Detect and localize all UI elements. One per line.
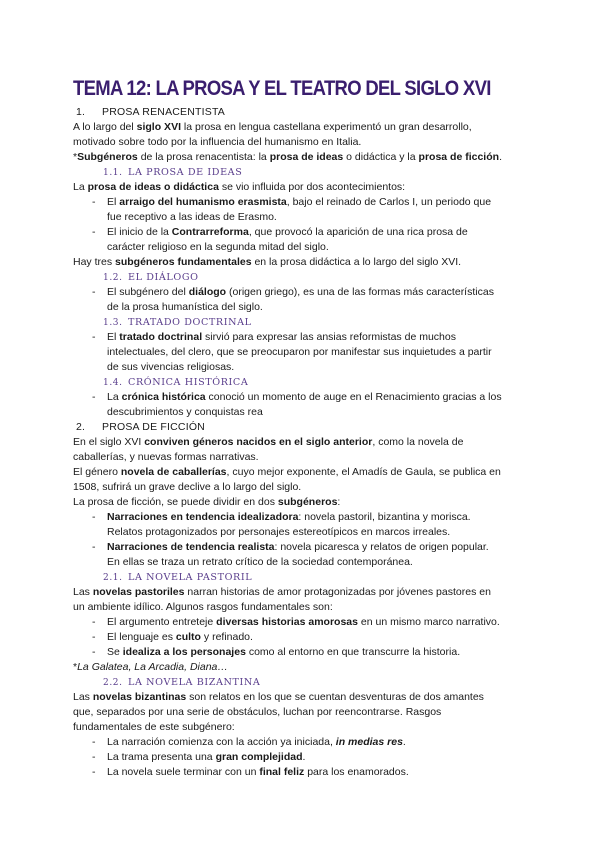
paragraph-line: Las novelas bizantinas son relatos en los que se cuentan desventuras de dos amantes [73,691,484,703]
list-item: La trama presenta una gran complejidad. [107,751,306,763]
list-bullet: - [92,766,96,778]
list-item: La crónica histórica conoció un momento de auge en el Renacimiento gracias a los [107,391,502,403]
list-bullet: - [92,736,96,748]
paragraph-line: Hay tres subgéneros fundamentales en la prosa didáctica a lo largo del siglo XVI. [73,256,462,268]
list-bullet: - [92,226,96,238]
subsection-heading-1-3: 1.3. TRATADO DOCTRINAL [103,317,252,328]
paragraph-line: A lo largo del siglo XVI la prosa en lengua castellana experimentó un gran desarrollo, [73,121,472,133]
list-item-continuation: fue receptivo a las ideas de Erasmo. [107,211,277,223]
list-item-continuation: de sus vivencias religiosas. [107,361,235,373]
paragraph-line: motivado sobre todo por la influencia del humanismo en Italia. [73,136,362,148]
list-item: El lenguaje es culto y refinado. [107,631,253,643]
subsection-heading-1-4: 1.4. CRÓNICA HISTÓRICA [103,377,249,388]
section-heading-2: 2. PROSA DE FICCIÓN [76,421,205,433]
list-bullet: - [92,331,96,343]
list-bullet: - [92,646,96,658]
paragraph-line: que, separados por una serie de obstáculos, luchan por reencontrarse. Rasgos [73,706,442,718]
list-item: El arraigo del humanismo erasmista, bajo el reinado de Carlos I, un periodo que [107,196,492,208]
page-title: TEMA 12: LA PROSA Y EL TEATRO DEL SIGLO XVI [73,76,491,100]
list-bullet: - [92,751,96,763]
list-bullet: - [92,616,96,628]
paragraph-line: Las novelas pastoriles narran historias de amor protagonizadas por jóvenes pastores en [73,586,491,598]
list-item-continuation: En ellas se traza un retrato crítico de la sociedad contemporánea. [107,556,413,568]
example-note: *La Galatea, La Arcadia, Diana… [73,661,228,673]
paragraph-line: En el siglo XVI conviven géneros nacidos en el siglo anterior, como la novela de [73,436,464,448]
list-bullet: - [92,541,96,553]
list-item: Narraciones en tendencia idealizadora: novela pastoril, bizantina y morisca. [107,511,471,523]
paragraph-line: La prosa de ideas o didáctica se vio influida por dos acontecimientos: [73,181,406,193]
list-item: La novela suele terminar con un final feliz para los enamorados. [107,766,409,778]
list-item-continuation: Relatos protagonizados por personajes estereotípicos en marcos irreales. [107,526,451,538]
paragraph-line: fundamentales de este subgénero: [73,721,235,733]
list-item: El subgénero del diálogo (origen griego), es una de las formas más características [107,286,494,298]
list-item-continuation: descubrimientos y conquistas rea [107,406,263,418]
list-item: El tratado doctrinal sirvió para expresar las ansias reformistas de muchos [107,331,456,343]
list-bullet: - [92,511,96,523]
list-bullet: - [92,631,96,643]
list-item: Se idealiza a los personajes como al entorno en que transcurre la historia. [107,646,461,658]
list-bullet: - [92,391,96,403]
list-item-continuation: carácter religioso en la segunda mitad del siglo. [107,241,329,253]
list-item: La narración comienza con la acción ya iniciada, in medias res. [107,736,406,748]
paragraph-line: El género novela de caballerías, cuyo mejor exponente, el Amadís de Gaula, se publica en [73,466,501,478]
list-item: El inicio de la Contrarreforma, que provocó la aparición de una rica prosa de [107,226,468,238]
list-bullet: - [92,196,96,208]
paragraph-line: caballerías, y nuevas formas narrativas. [73,451,259,463]
paragraph-line: *Subgéneros de la prosa renacentista: la prosa de ideas o didáctica y la prosa de ficción. [73,151,502,163]
list-item: Narraciones de tendencia realista: novela picaresca y relatos de origen popular. [107,541,489,553]
section-heading-1: 1. PROSA RENACENTISTA [76,106,226,118]
subsection-heading-1-2: 1.2. EL DIÁLOGO [103,272,199,283]
subsection-heading-2-1: 2.1. LA NOVELA PASTORIL [103,572,253,583]
paragraph-line: La prosa de ficción, se puede dividir en dos subgéneros: [73,496,341,508]
subsection-heading-2-2: 2.2. LA NOVELA BIZANTINA [103,677,261,688]
list-item: El argumento entreteje diversas historias amorosas en un mismo marco narrativo. [107,616,500,628]
paragraph-line: un ambiente idílico. Algunos rasgos fundamentales son: [73,601,333,613]
subsection-heading-1-1: 1.1. LA PROSA DE IDEAS [103,167,243,178]
paragraph-line: 1508, sufrirá un grave declive a lo largo del siglo. [73,481,302,493]
list-item-continuation: de la prosa humanística del siglo. [107,301,263,313]
list-bullet: - [92,286,96,298]
list-item-continuation: intelectuales, del clero, que se preocuparon por manifestar sus inquietudes a partir [107,346,492,358]
